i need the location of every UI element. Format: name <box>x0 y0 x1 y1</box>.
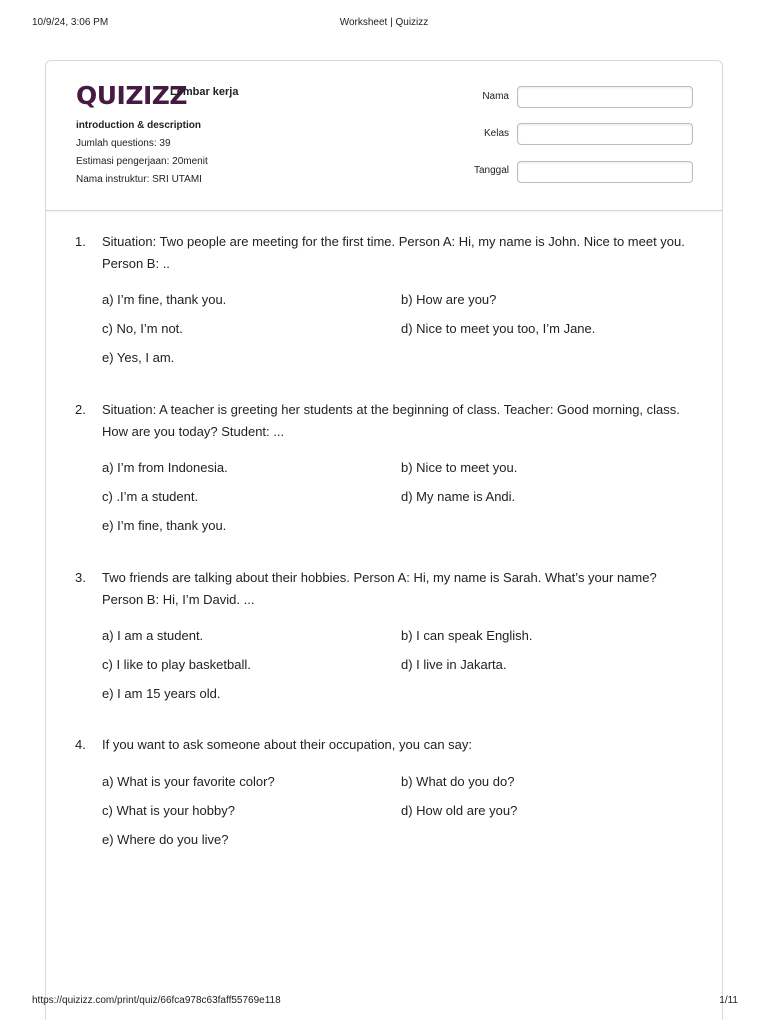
answer-option: a) I am a student. <box>102 628 204 643</box>
question-number: 3. <box>75 570 86 585</box>
answer-option: e) Where do you live? <box>102 832 229 847</box>
page-number: 1/11 <box>719 995 738 1006</box>
answer-option: e) I’m fine, thank you. <box>102 518 227 533</box>
answer-option: c) What is your hobby? <box>102 803 235 818</box>
field-label-nama: Nama <box>482 91 509 102</box>
question-number: 4. <box>75 737 86 752</box>
answer-option: a) I’m from Indonesia. <box>102 460 228 475</box>
answer-option: d) How old are you? <box>401 803 518 818</box>
tanggal-field[interactable] <box>517 161 693 183</box>
answer-option: e) Yes, I am. <box>102 350 175 365</box>
answer-option: a) I’m fine, thank you. <box>102 292 227 307</box>
answer-option: d) Nice to meet you too, I’m Jane. <box>401 321 596 336</box>
question-text: Two friends are talking about their hobbies. Person A: Hi, my name is Sarah. What’s your name? Person B: Hi, I’m David. ... <box>102 570 657 607</box>
print-datetime: 10/9/24, 3:06 PM <box>32 17 109 28</box>
time-estimate: Estimasi pengerjaan: 20menit <box>76 156 208 167</box>
quizizz-logo: QUIZIZZ <box>76 81 188 110</box>
answer-option: a) What is your favorite color? <box>102 774 275 789</box>
print-url[interactable]: https://quizizz.com/print/quiz/66fca978c63faff55769e118 <box>32 995 281 1006</box>
answer-option: d) My name is Andi. <box>401 489 516 504</box>
question-number: 2. <box>75 402 86 417</box>
field-label-kelas: Kelas <box>483 128 509 139</box>
answer-option: b) I can speak English. <box>401 628 533 643</box>
worksheet-title: introduction & description <box>76 120 201 131</box>
question-number: 1. <box>75 234 86 249</box>
question-text: Situation: Two people are meeting for the first time. Person A: Hi, my name is John. Nice to meet you. Person B: .. <box>102 234 685 271</box>
worksheet <box>45 60 723 1020</box>
instructor-name: Nama instruktur: SRI UTAMI <box>76 174 202 185</box>
answer-option: c) .I’m a student. <box>102 489 199 504</box>
answer-option: b) Nice to meet you. <box>401 460 518 475</box>
nama-field[interactable] <box>517 86 693 108</box>
field-label-tanggal: Tanggal <box>473 165 509 176</box>
questions-count: Jumlah questions: 39 <box>76 138 171 149</box>
answer-option: c) No, I’m not. <box>102 321 183 336</box>
kelas-field[interactable] <box>517 123 693 145</box>
answer-option: b) How are you? <box>401 292 497 307</box>
answer-option: d) I live in Jakarta. <box>401 657 507 672</box>
answer-option: e) I am 15 years old. <box>102 686 221 701</box>
question-text: If you want to ask someone about their occupation, you can say: <box>102 737 472 752</box>
answer-option: b) What do you do? <box>401 774 515 789</box>
question-text: Situation: A teacher is greeting her students at the beginning of class. Teacher: Good morning, class. How are you today? Student: ... <box>102 402 680 439</box>
print-title: Worksheet | Quizizz <box>339 17 429 28</box>
worksheet-info <box>46 61 722 211</box>
answer-option: c) I like to play basketball. <box>102 657 251 672</box>
sheet-type-label: Lembar kerja <box>170 86 239 98</box>
